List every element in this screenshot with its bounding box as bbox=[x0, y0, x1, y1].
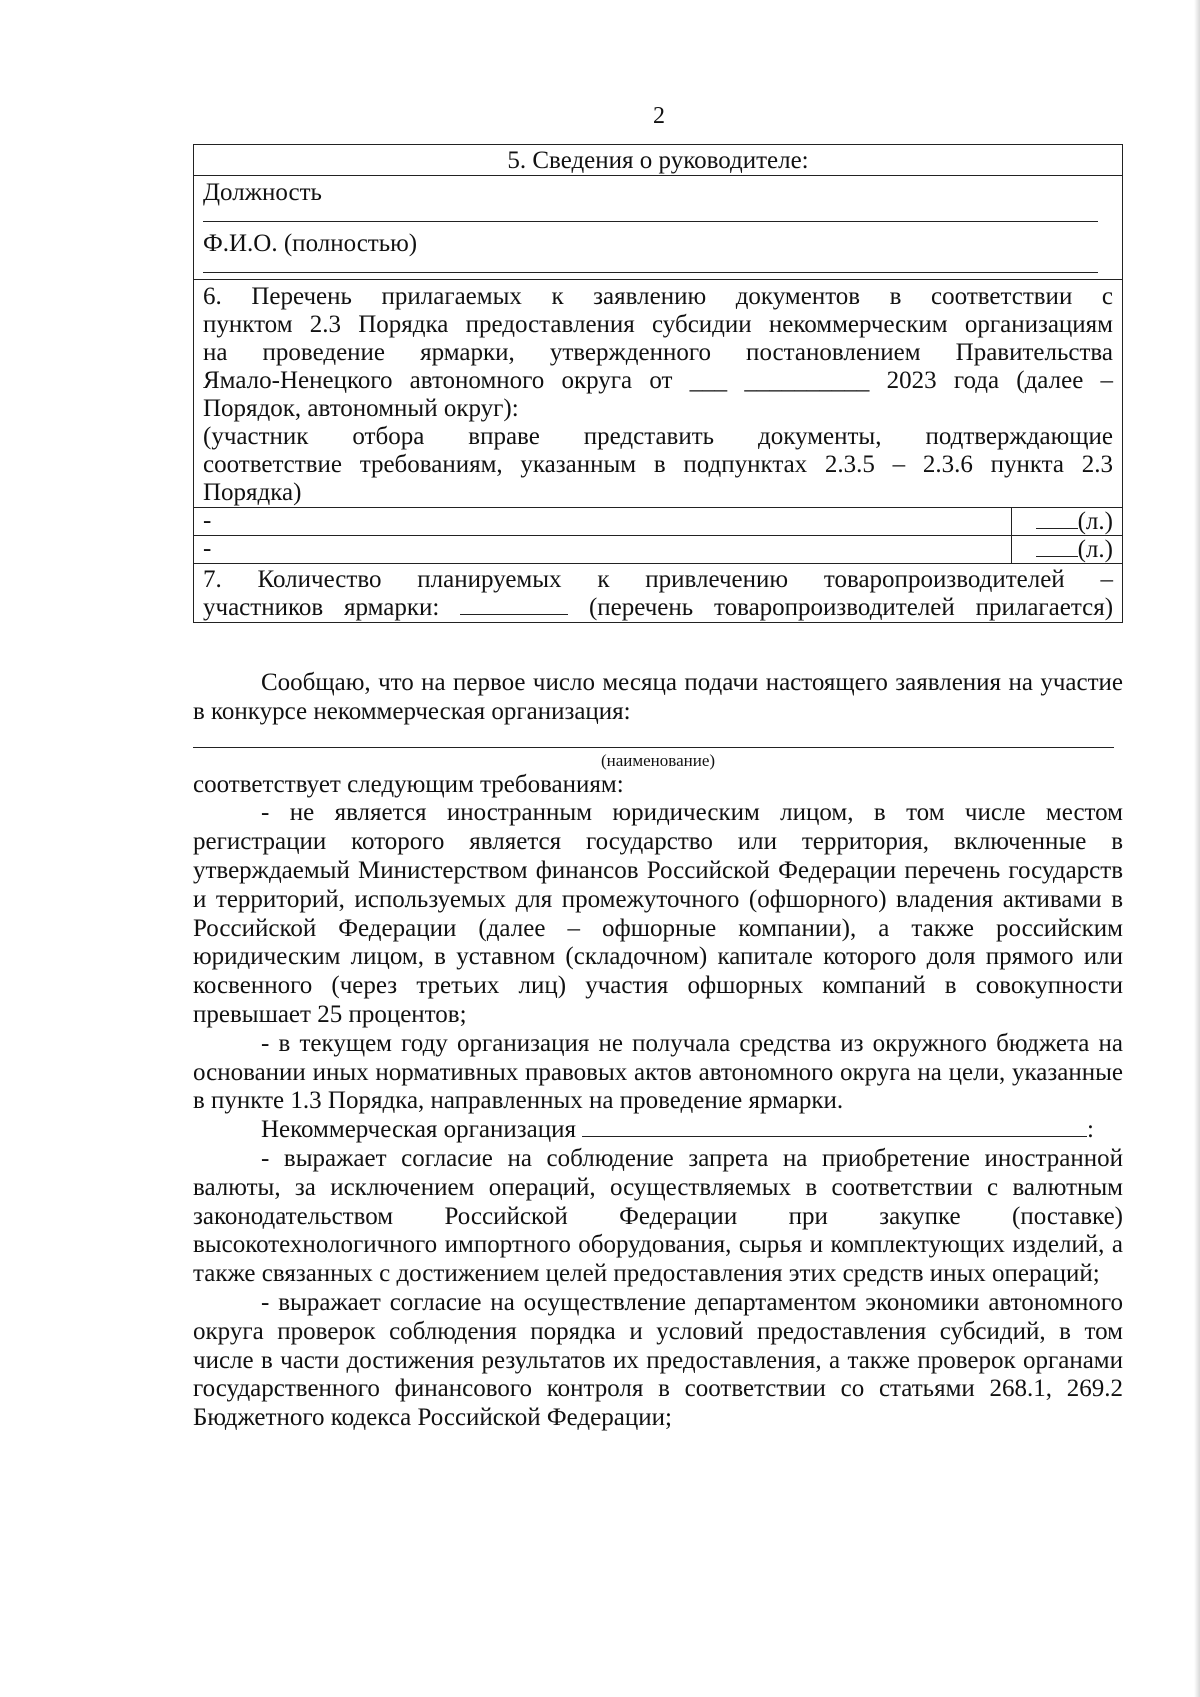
fio-input-line[interactable] bbox=[203, 258, 1098, 273]
org-label: Некоммерческая организация bbox=[261, 1116, 577, 1144]
leader-info-cell bbox=[194, 176, 1123, 280]
participants-count-blank[interactable] bbox=[460, 594, 568, 615]
section-6-line: Ямало-Ненецкого автономного округа от ___ __________ 2023 года (далее – bbox=[203, 367, 1113, 394]
page-edge-shadow bbox=[1194, 0, 1200, 1697]
declaration-body bbox=[193, 669, 1123, 1433]
section-7-line-2 bbox=[203, 594, 1113, 622]
requirement-2: - в текущем году организация не получала средства из окружного бюджета на основании иных нормативных правовых актов автономного округа на цели, указанные в пункте 1.3 Порядка, направленных на проведение ярмарки. bbox=[193, 1029, 1123, 1115]
org-line bbox=[193, 1116, 1123, 1145]
pages-blank bbox=[1036, 536, 1078, 557]
section-5-title: 5. Сведения о руководителе: bbox=[194, 145, 1123, 176]
name-caption: (наименование) bbox=[600, 750, 716, 770]
pages-blank bbox=[1036, 508, 1078, 529]
section-7-line: 7. Количество планируемых к привлечению товаропроизводителей – bbox=[203, 566, 1113, 593]
page-number: 2 bbox=[653, 103, 665, 129]
section-6-line: соответствие требованиям, указанным в подпунктах 2.3.5 – 2.3.6 пункта 2.3 bbox=[203, 451, 1113, 478]
intro-paragraph: Сообщаю, что на первое число месяца подачи настоящего заявления на участие в конкурсе некоммерческая организация: bbox=[193, 669, 1123, 725]
fio-label: Ф.И.О. (полностью) bbox=[203, 230, 418, 257]
section-6-line: пунктом 2.3 Порядка предоставления субсидии некоммерческим организациям bbox=[203, 311, 1113, 338]
section-5-header-row bbox=[194, 145, 1123, 176]
org-colon: : bbox=[1087, 1116, 1094, 1144]
document-list-row bbox=[194, 536, 1123, 564]
position-input-line[interactable] bbox=[203, 207, 1098, 222]
document-dash: - bbox=[203, 507, 212, 534]
consent-2: - выражает согласие на осуществление департаментом экономики автономного округа проверок соблюдения порядка и условий предоставления субсидий, в том числе в части достижения результатов их предоставления, а также проверок органами государственного финансового контроля в соответствии со статьями 268.1, 269.2 Бюджетного кодекса Российской Федерации; bbox=[193, 1288, 1123, 1432]
position-label: Должность bbox=[203, 179, 322, 206]
document-pages-cell[interactable] bbox=[1012, 508, 1123, 536]
section-7-text bbox=[194, 564, 1123, 623]
complies-line: соответствует следующим требованиям: bbox=[193, 770, 624, 798]
section-6-line: Порядка) bbox=[203, 479, 302, 506]
section-5-leader-row bbox=[194, 176, 1123, 280]
application-form-table bbox=[193, 144, 1123, 623]
section-7-row bbox=[194, 564, 1123, 623]
section-6-row bbox=[194, 280, 1123, 508]
section-6-line: на проведение ярмарки, утвержденного постановлением Правительства bbox=[203, 339, 1113, 366]
document-list-row bbox=[194, 508, 1123, 536]
section-6-line: (участник отбора вправе представить документы, подтверждающие bbox=[203, 423, 1113, 450]
section-6-line: 6. Перечень прилагаемых к заявлению документов в соответствии с bbox=[203, 283, 1113, 310]
consent-1: - выражает согласие на соблюдение запрета на приобретение иностранной валюты, за исключением операций, осуществляемых в соответствии с валютным законодательством Российской Федерации при закупке (поставке) высокотехнологичного импортного оборудования, сырья и комплектующих изделий, а также связанных с достижением целей предоставления этих средств иных операций; bbox=[193, 1144, 1123, 1288]
document-dash: - bbox=[203, 535, 212, 562]
document-item-cell[interactable] bbox=[194, 536, 1012, 564]
section-6-text bbox=[194, 280, 1123, 508]
participants-note: (перечень товаропроизводителей прилагается) bbox=[588, 594, 1114, 621]
pages-unit: (л.) bbox=[1077, 536, 1113, 563]
document-item-cell[interactable] bbox=[194, 508, 1012, 536]
organization-name-line[interactable] bbox=[193, 729, 1114, 748]
document-pages-cell[interactable] bbox=[1012, 536, 1123, 564]
requirement-1: - не является иностранным юридическим лицом, в том числе местом регистрации которого является государство или территория, включенные в утверждаемый Министерством финансов Российской Федерации перечень государств и территорий, используемых для промежуточного (офшорного) владения активами в Российской Федерации (далее – офшорные компании), а также российским юридическим лицом, в уставном (складочном) капитале которого доля прямого или косвенного (через третьих лиц) участия офшорных компаний в совокупности превышает 25 процентов; bbox=[193, 799, 1123, 1028]
pages-unit: (л.) bbox=[1077, 508, 1113, 535]
section-6-line: Порядок, автономный округ): bbox=[203, 395, 519, 422]
org-name-blank[interactable] bbox=[582, 1116, 1087, 1137]
participants-label: участников ярмарки: bbox=[203, 594, 440, 621]
